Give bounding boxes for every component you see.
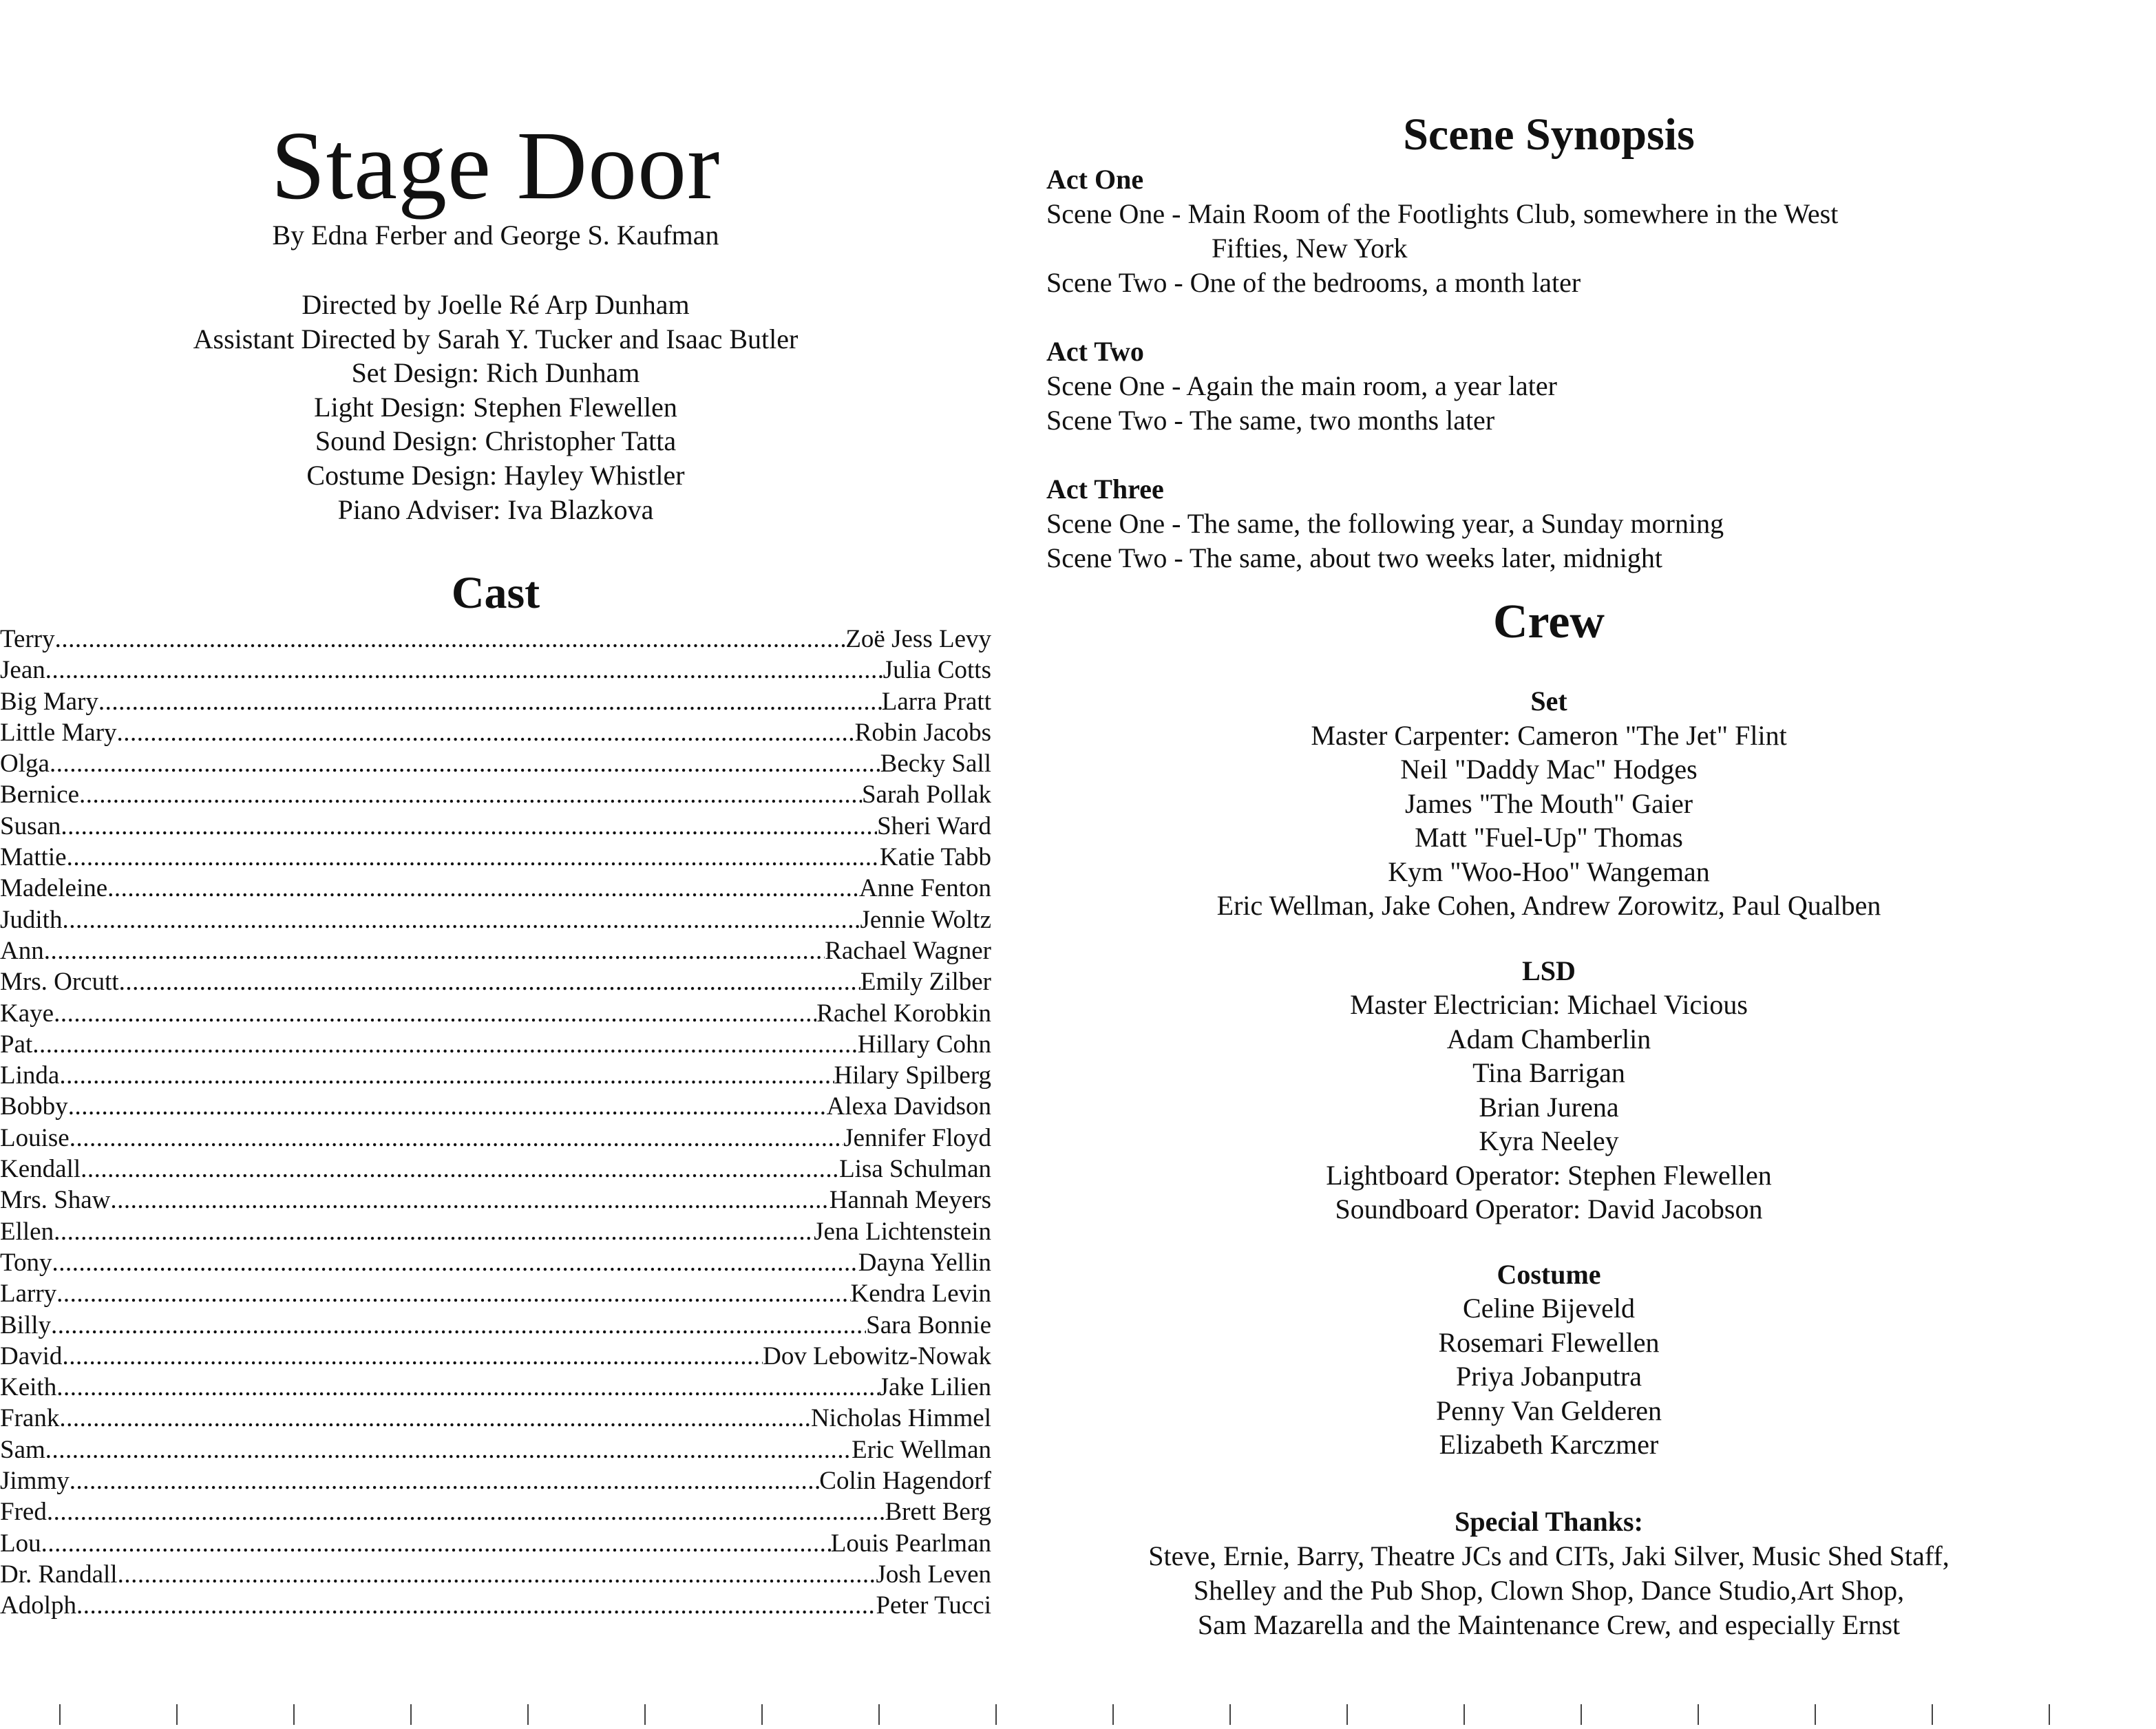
cast-row: [0, 1310, 991, 1341]
cast-role: Tony: [0, 1248, 52, 1277]
crew-member: Penny Van Gelderen: [1435, 1394, 1662, 1426]
cast-row: [0, 842, 991, 873]
scene-synopsis: [1046, 162, 2024, 610]
dot-leader: [41, 1528, 831, 1559]
cast-actor: Hillary Cohn: [857, 1030, 991, 1059]
dot-leader: [52, 1247, 858, 1278]
cast-actor: Rachael Wagner: [825, 936, 991, 965]
cast-role: Larry: [0, 1280, 57, 1308]
cast-role: Dr. Randall: [0, 1560, 118, 1589]
dot-leader: [59, 1403, 811, 1434]
cast-role: Terry: [0, 625, 55, 653]
cast-role: Mrs. Orcutt: [0, 968, 119, 997]
edge-tick: [1346, 1704, 1348, 1725]
dot-leader: [68, 1091, 827, 1122]
crew-member: Master Carpenter: Cameron "The Jet" Flint: [1311, 719, 1787, 751]
cast-actor: Zoë Jess Levy: [845, 625, 991, 653]
cast-actor: Louis Pearlman: [830, 1529, 991, 1558]
credit-line: Set Design: Rich Dunham: [351, 357, 640, 389]
cast-actor: Hannah Meyers: [829, 1186, 991, 1215]
scene-text: Scene Two - One of the bedrooms, a month later: [1046, 267, 1581, 298]
cast-actor: Emily Zilber: [860, 968, 991, 997]
crew-section: [1033, 684, 2065, 923]
crew-member: Elizabeth Karczmer: [1439, 1429, 1659, 1460]
edge-tick: [1229, 1704, 1231, 1725]
cast-actor: Peter Tucci: [876, 1591, 991, 1620]
act-title: Act Three: [1046, 474, 1164, 505]
cast-row: [0, 655, 991, 686]
production-credits: [0, 288, 991, 527]
edge-tick: [1463, 1704, 1465, 1725]
cast-row: [0, 811, 991, 842]
credit-line: Piano Adviser: Iva Blazkova: [337, 494, 654, 525]
cast-row: [0, 904, 991, 935]
cast-role: Bobby: [0, 1092, 68, 1121]
cast-row: [0, 998, 991, 1029]
cast-row: [0, 1590, 991, 1621]
scene-text: Scene Two - The same, about two weeks later, midnight: [1046, 542, 1663, 573]
cast-actor: Rachel Korobkin: [816, 999, 991, 1028]
cast-actor: Sheri Ward: [877, 812, 991, 840]
synopsis-heading: Scene Synopsis: [1403, 109, 1695, 160]
cast-role: Frank: [0, 1404, 60, 1433]
cast-role: Pat: [0, 1030, 33, 1059]
dot-leader: [118, 1559, 876, 1590]
cast-actor: Josh Leven: [876, 1560, 991, 1589]
cast-row: [0, 686, 991, 717]
crew-section-title: LSD: [1522, 955, 1576, 986]
cast-actor: Robin Jacobs: [854, 718, 991, 747]
cast-role: Sam: [0, 1435, 45, 1464]
cast-role: Mrs. Shaw: [0, 1186, 111, 1215]
cast-role: Billy: [0, 1311, 52, 1339]
cast-row: [0, 779, 991, 810]
cast-role: David: [0, 1341, 63, 1370]
cast-row: [0, 748, 991, 779]
crew-section-title: Costume: [1497, 1258, 1601, 1290]
dot-leader: [45, 655, 883, 686]
special-thanks-title: Special Thanks:: [1455, 1506, 1643, 1537]
dot-leader: [56, 1372, 878, 1403]
cast-role: Big Mary: [0, 687, 98, 716]
cast-actor: Jennifer Floyd: [843, 1123, 991, 1152]
cast-role: Madeleine: [0, 874, 108, 903]
crew-member: Rosemari Flewellen: [1438, 1326, 1660, 1358]
cast-role: Judith: [0, 905, 63, 934]
cast-row: [0, 1154, 991, 1185]
dot-leader: [56, 1278, 850, 1309]
edge-tick: [527, 1704, 529, 1725]
cast-actor: Colin Hagendorf: [819, 1467, 991, 1496]
edge-tick: [2049, 1704, 2050, 1725]
cast-row: [0, 624, 991, 655]
cast-list: [0, 624, 991, 1622]
crew-heading: Crew: [1493, 595, 1605, 648]
cast-role: Susan: [0, 812, 61, 840]
cast-role: Adolph: [0, 1591, 76, 1620]
special-thanks-line: Sam Mazarella and the Maintenance Crew, and especially Ernst: [1197, 1609, 1901, 1640]
cast-row: [0, 1216, 991, 1247]
cast-actor: Becky Sall: [880, 750, 991, 778]
cast-row: [0, 1185, 991, 1216]
crew-member: Matt "Fuel-Up" Thomas: [1415, 822, 1683, 853]
special-thanks-line: Steve, Ernie, Barry, Theatre JCs and CITs, Jaki Silver, Music Shed Staff,: [1148, 1540, 1949, 1571]
cast-row: [0, 1403, 991, 1434]
edge-tick: [995, 1704, 997, 1725]
crew-member: James "The Mouth" Gaier: [1404, 787, 1693, 819]
cast-actor: Nicholas Himmel: [810, 1404, 991, 1433]
credit-line: Assistant Directed by Sarah Y. Tucker and Isaac Butler: [193, 323, 799, 354]
act-title: Act Two: [1046, 336, 1144, 367]
dot-leader: [44, 935, 825, 966]
cast-actor: Hilary Spilberg: [834, 1061, 991, 1090]
cast-row: [0, 1496, 991, 1527]
dot-leader: [76, 1590, 876, 1621]
cast-row: [0, 717, 991, 748]
act-block: [1046, 335, 2024, 438]
scene-text: Scene One - Main Room of the Footlights Club, somewhere in the West: [1046, 198, 1839, 229]
dot-leader: [117, 717, 855, 748]
dot-leader: [55, 624, 846, 655]
scene-text: Scene One - Again the main room, a year later: [1046, 370, 1557, 401]
scene-text: Scene Two - The same, two months later: [1046, 405, 1495, 436]
cast-actor: Larra Pratt: [881, 687, 991, 716]
dot-leader: [62, 904, 860, 935]
edge-tick: [761, 1704, 763, 1725]
dot-leader: [70, 1123, 844, 1154]
cast-role: Ann: [0, 936, 44, 965]
cast-actor: Brett Berg: [885, 1498, 991, 1527]
edge-tick: [176, 1704, 178, 1725]
cast-actor: Alexa Davidson: [826, 1092, 991, 1121]
crew-section-title: Set: [1530, 686, 1567, 717]
dot-leader: [32, 1029, 857, 1060]
dot-leader: [67, 842, 880, 873]
dot-leader: [110, 1185, 829, 1216]
crew-section: [1033, 1258, 2065, 1462]
cast-actor: Dayna Yellin: [858, 1248, 991, 1277]
edge-tick: [410, 1704, 412, 1725]
crew-member: Master Electrician: Michael Vicious: [1350, 989, 1748, 1020]
cast-role: Kaye: [0, 999, 54, 1028]
dot-leader: [107, 873, 859, 904]
edge-tick: [644, 1704, 646, 1725]
dot-leader: [50, 748, 880, 779]
special-thanks-line: Shelley and the Pub Shop, Clown Shop, Dance Studio,Art Shop,: [1193, 1575, 1905, 1606]
cast-row: [0, 935, 991, 966]
cast-role: Jean: [0, 656, 45, 685]
cast-role: Jimmy: [0, 1467, 70, 1496]
scene-line: [1046, 403, 2024, 438]
cast-row: [0, 1091, 991, 1122]
cast-row: [0, 1434, 991, 1465]
crew-member: Celine Bijeveld: [1463, 1293, 1635, 1324]
crew-member: Priya Jobanputra: [1456, 1361, 1642, 1392]
crew-member: Kym "Woo-Hoo" Wangeman: [1388, 856, 1710, 887]
scene-line: [1046, 541, 2024, 575]
cast-row: [0, 1029, 991, 1060]
crew-member: Brian Jurena: [1479, 1091, 1619, 1123]
credit-line: Sound Design: Christopher Tatta: [315, 425, 677, 457]
crew-member: Eric Wellman, Jake Cohen, Andrew Zorowitz, Paul Qualben: [1216, 890, 1881, 921]
dot-leader: [47, 1496, 885, 1527]
cast-actor: Kendra Levin: [850, 1280, 991, 1308]
edge-tick: [1815, 1704, 1816, 1725]
crew-member: Tina Barrigan: [1472, 1057, 1625, 1088]
page-edge-ticks: [0, 1704, 2156, 1729]
cast-row: [0, 873, 991, 904]
cast-row: [0, 1060, 991, 1091]
cast-actor: Jennie Woltz: [860, 905, 991, 934]
edge-tick: [1698, 1704, 1699, 1725]
crew-list: [1033, 684, 2065, 1493]
cast-role: Louise: [0, 1123, 70, 1152]
scene-text-continued: Fifties, New York: [1212, 233, 1408, 264]
cast-actor: Lisa Schulman: [839, 1155, 991, 1184]
cast-role: Ellen: [0, 1217, 54, 1246]
dot-leader: [54, 1216, 814, 1247]
scene-line: [1046, 197, 2024, 266]
dot-leader: [61, 811, 877, 842]
dot-leader: [51, 1310, 866, 1341]
crew-member: Adam Chamberlin: [1446, 1023, 1651, 1054]
edge-tick: [1581, 1704, 1582, 1725]
cast-actor: Eric Wellman: [852, 1435, 991, 1464]
dot-leader: [45, 1434, 852, 1465]
cast-actor: Jena Lichtenstein: [814, 1217, 991, 1246]
dot-leader: [81, 1154, 839, 1185]
cast-role: Lou: [0, 1529, 41, 1558]
cast-row: [0, 1278, 991, 1309]
edge-tick: [1112, 1704, 1114, 1725]
cast-role: Fred: [0, 1498, 47, 1527]
cast-actor: Dov Lebowitz-Nowak: [763, 1341, 991, 1370]
cast-role: Little Mary: [0, 718, 117, 747]
cast-role: Kendall: [0, 1155, 81, 1184]
dot-leader: [98, 686, 882, 717]
cast-row: [0, 1372, 991, 1403]
credit-line: Light Design: Stephen Flewellen: [314, 391, 677, 423]
dot-leader: [119, 966, 860, 997]
cast-row: [0, 1341, 991, 1372]
edge-tick: [1932, 1704, 1933, 1725]
scene-line: [1046, 369, 2024, 403]
cast-actor: Julia Cotts: [883, 656, 991, 685]
cast-row: [0, 1465, 991, 1496]
dot-leader: [59, 1060, 834, 1091]
act-block: [1046, 162, 2024, 300]
dot-leader: [62, 1341, 763, 1372]
cast-actor: Sara Bonnie: [866, 1311, 991, 1339]
cast-actor: Anne Fenton: [858, 874, 991, 903]
cast-role: Linda: [0, 1061, 60, 1090]
scene-text: Scene One - The same, the following year, a Sunday morning: [1046, 508, 1724, 539]
cast-heading: Cast: [451, 568, 540, 618]
cast-row: [0, 1528, 991, 1559]
act-title: Act One: [1046, 164, 1144, 195]
cast-row: [0, 966, 991, 997]
cast-role: Bernice: [0, 781, 80, 809]
scene-line: [1046, 266, 2024, 300]
scene-line: [1046, 507, 2024, 541]
cast-role: Olga: [0, 750, 50, 778]
dot-leader: [70, 1465, 820, 1496]
crew-section: [1033, 954, 2065, 1227]
byline: By Edna Ferber and George S. Kaufman: [272, 220, 719, 251]
cast-row: [0, 1559, 991, 1590]
cast-row: [0, 1123, 991, 1154]
edge-tick: [878, 1704, 880, 1725]
cast-role: Keith: [0, 1373, 57, 1402]
cast-row: [0, 1247, 991, 1278]
dot-leader: [54, 998, 816, 1029]
special-thanks: [1033, 1505, 2065, 1642]
dot-leader: [79, 779, 862, 810]
edge-tick: [59, 1704, 61, 1725]
cast-role: Mattie: [0, 843, 67, 872]
crew-member: Lightboard Operator: Stephen Flewellen: [1326, 1159, 1772, 1191]
act-block: [1046, 472, 2024, 575]
cast-actor: Katie Tabb: [879, 843, 991, 872]
crew-member: Soundboard Operator: David Jacobson: [1335, 1194, 1763, 1224]
credit-line: Costume Design: Hayley Whistler: [306, 459, 685, 491]
credit-line: Directed by Joelle Ré Arp Dunham: [302, 289, 690, 320]
cast-actor: Sarah Pollak: [861, 781, 991, 809]
crew-member: Kyra Neeley: [1479, 1125, 1619, 1156]
edge-tick: [293, 1704, 295, 1725]
crew-member: Neil "Daddy Mac" Hodges: [1400, 754, 1698, 785]
cast-actor: Jake Lilien: [878, 1373, 991, 1402]
play-title: Stage Door: [271, 111, 721, 220]
